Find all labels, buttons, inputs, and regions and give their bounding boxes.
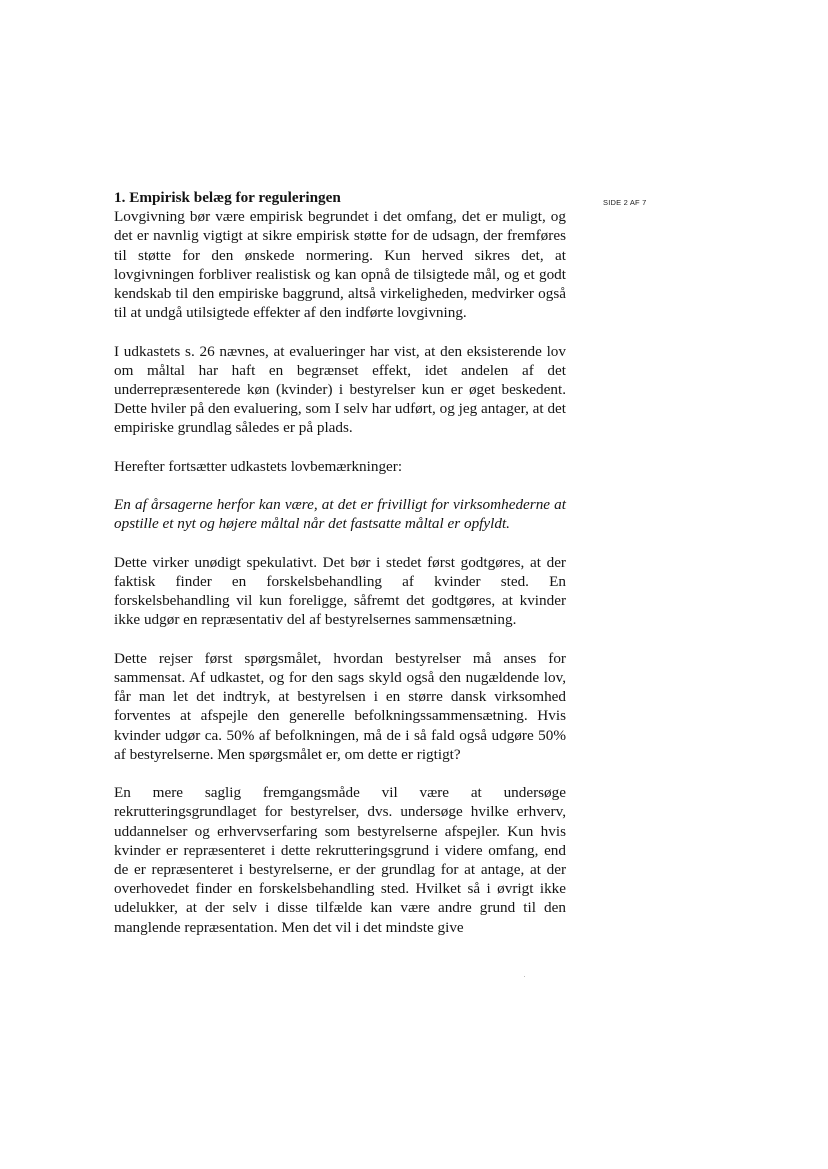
paragraph-board-composition: Dette rejser først spørgsmålet, hvordan bestyrelser må anses for sammensat. Af udkastet, og for den sags skyld også den nugældende lov, får man let det indtryk, at bestyrelsen i en større dansk virksomhed forventes at afspejle den generelle befolkningssammensætning. Hvis kvinder udgør ca. 50% af befolkningen, må de i så fald også udgøre 50% af bestyrelserne. Men spørgsmålet er, om dette er rigtigt? (114, 649, 566, 763)
page-number-label: SIDE 2 AF 7 (603, 198, 647, 207)
scan-artifact (524, 976, 525, 977)
quoted-passage: En af årsagerne herfor kan være, at det er frivilligt for virksomhederne at opstille et nyt og højere måltal når det fastsatte måltal er opfyldt. (114, 496, 566, 533)
paragraph-recruitment-basis: En mere saglig fremgangsmåde vil være at undersøge rekrutteringsgrundlaget for bestyrelser, dvs. undersøge hvilke erhverv, uddannelser og erhvervserfaring som bestyrelserne afspejler. Kun hvis kvinder er repræsenteret i dette rekrutteringsgrund i videre omfang, end de er repræsenteret i bestyrelserne, er der grundlag for at antage, at der overhovedet finder en forskelsbehandling sted. Hvilket så i øvrigt ikke udelukker, at der selv i disse tilfælde kan være andre grund til den manglende repræsentation. Men det vil i det mindste give (114, 784, 566, 936)
paragraph-intro-quote: Herefter fortsætter udkastets lovbemærkninger: (114, 457, 403, 475)
paragraph-evaluation: I udkastets s. 26 nævnes, at evalueringer har vist, at den eksisterende lov om måltal har haft en begrænset effekt, idet andelen af det underrepræsenterede køn (kvinder) i bestyrelser kun er øget beskedent. Dette hviler på den evaluering, som I selv har udført, og jeg antager, at det empiriske grundlag således er på plads. (114, 342, 566, 437)
section-heading: 1. Empirisk belæg for reguleringen (114, 189, 341, 206)
paragraph-empirical-basis: Lovgivning bør være empirisk begrundet i det omfang, det er muligt, og det er navnlig vigtigt at sikre empirisk støtte for de udsagn, der fremføres til støtte for den ønskede normering. Kun herved sikres det, at lovgivningen forbliver realistisk og kan opnå de tilsigtede mål, og et godt kendskab til den empiriske baggrund, altså virkeligheden, medvirker også til at undgå utilsigtede effekter af den indførte lovgivning. (114, 208, 566, 322)
paragraph-speculative: Dette virker unødigt spekulativt. Det bør i stedet først godtgøres, at der faktisk finder en forskelsbehandling af kvinder sted. En forskelsbehandling vil kun foreligge, såfremt det godtgøres, at kvinder ikke udgør en repræsentativ del af bestyrelsernes sammensætning. (114, 553, 566, 629)
document-body (114, 188, 566, 937)
